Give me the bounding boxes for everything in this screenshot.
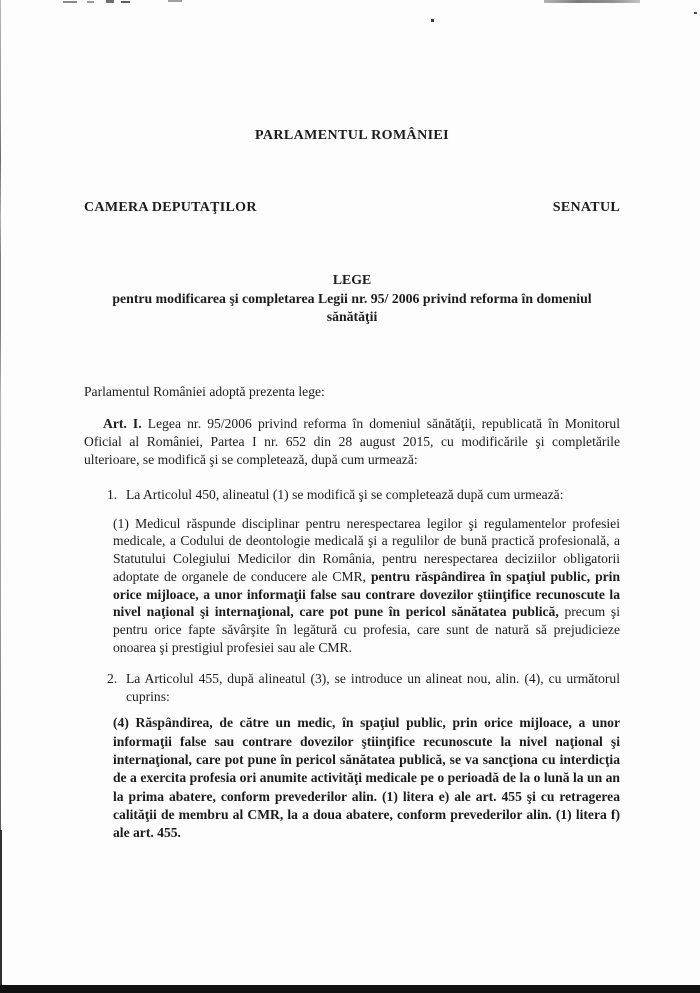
scan-mark-top-left-2: [87, 1, 94, 3]
amendment-2-quoted-paragraph: (4) Răspândirea, de către un medic, în spaţiul public, prin orice mijloace, a unor informaţii false sau contrare dovezilor ştiinţifice recunoscute la nivel naţional şi internaţional, care pot pune în pericol sănătatea publică, se va sancţiona cu interdicţia de a exercita profesia ori anumite activităţi medicale pe o perioadă de la o lună la un an la prima abatere, conform prevederilor alin. (1) litera e) ale art. 455 şi cu retragerea calităţii de membru al CMR, la a doua abatere, conform prevederilor alin. (1) litera f) ale art. 455.: [113, 715, 620, 841]
parliament-title: PARLAMENTUL ROMÂNIEI: [254, 128, 450, 143]
scan-mark-top-left-1: [63, 1, 77, 3]
amendment-1-body-normal-start: (1) Medicul răspunde disciplinar pentru nerespectarea legilor şi regulamentelor profesiei medicale, a Codului de deontologie medicală şi a regulilor de bună practică profesională, a Statutului Colegiului Medicilor din România, pentru nerespectarea deciziilor obligatorii adoptate de organele de conducere ale CMR,: [113, 515, 620, 584]
amendment-1-quoted-paragraph: [113, 515, 620, 657]
amendment-1-body-normal-end: precum şi pentru orice fapte săvârşite în legătură cu profesia, care sunt de natură să prejudicieze onoarea şi prestigiul profesiei sau ale CMR.: [113, 604, 620, 656]
amendment-2-heading: La Articolul 455, după alineatul (3), se introduce un alineat nou, alin. (4), cu următorul cuprins:: [126, 671, 620, 705]
amendment-1-body-bold: pentru răspândirea în spaţiul public, prin orice mijloace, a unor informaţii false sau contrare dovezilor ştiinţifice recunoscute la nivel naţional şi internaţional, care pot pune în pericol sănătatea publică,: [113, 568, 620, 620]
scan-left-edge-dark-segment: [0, 830, 2, 993]
amendment-item-2: [84, 670, 620, 706]
law-type-heading: LEGE: [332, 272, 372, 287]
amendment-1-heading: La Articolul 450, alineatul (1) se modifică şi se completează după cum urmează:: [126, 486, 564, 502]
amendment-item-1: [84, 486, 620, 504]
amendment-1-number: 1.: [107, 486, 118, 502]
scan-mark-top-left-4: [121, 1, 130, 3]
chamber-right-label: SENATUL: [552, 200, 620, 215]
amendment-2-number: 2.: [107, 671, 118, 687]
law-subject-heading: pentru modificarea şi completarea Legii nr. 95/ 2006 privind reforma în domeniul sănătăţii: [112, 290, 592, 324]
article-1-paragraph: [84, 415, 620, 469]
scan-dot-top-center: [431, 19, 434, 22]
article-1-label: Art. I.: [103, 415, 142, 431]
scan-mark-top-left-3: [106, 0, 114, 3]
scan-mark-top-left-5: [168, 0, 182, 2]
law-title-block: [84, 271, 620, 327]
scan-line-top-right: [544, 0, 640, 3]
scan-dot-top-right: [694, 12, 697, 14]
article-1-text: Legea nr. 95/2006 privind reforma în domeniul sănătăţii, republicată în Monitorul Oficial al României, Partea I nr. 652 din 28 august 2015, cu modificările şi completările ulterioare, se modifică şi se completează, după cum urmează:: [84, 415, 620, 467]
chambers-row: [84, 199, 620, 217]
scan-bottom-edge-bar: [0, 985, 700, 993]
chamber-left-label: CAMERA DEPUTAŢILOR: [84, 200, 257, 215]
enactment-clause: Parlamentul României adoptă prezenta lege:: [84, 383, 325, 399]
